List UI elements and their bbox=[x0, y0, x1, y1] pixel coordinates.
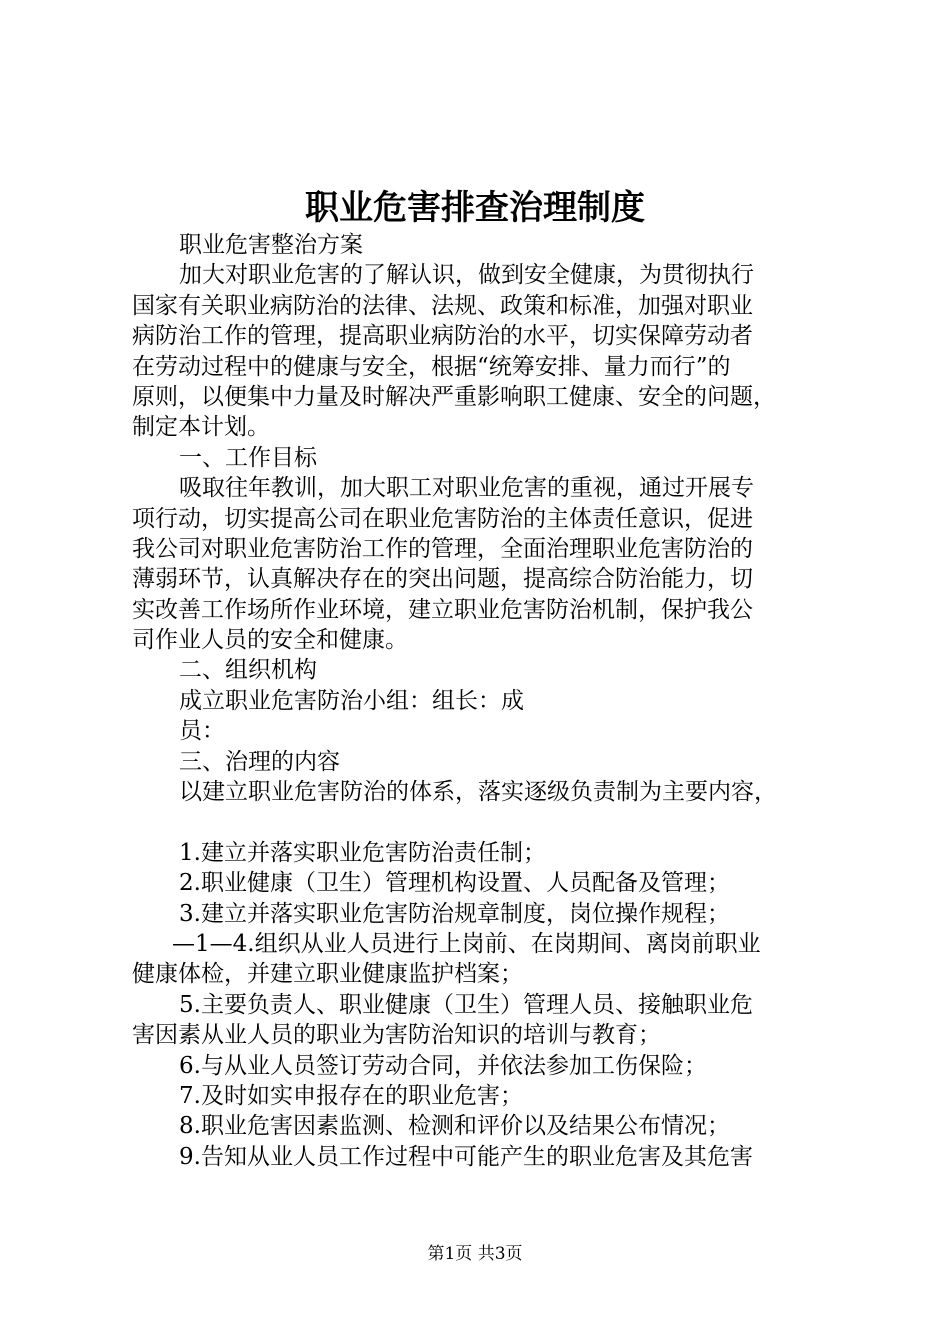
list-item: 2.职业健康（卫生）管理机构设置、人员配备及管理； bbox=[179, 870, 730, 897]
page-footer: 第1页 共3页 bbox=[427, 1244, 523, 1264]
paragraph-line: 吸取往年教训，加大职工对职业危害的重视，通过开展专 bbox=[179, 475, 754, 502]
list-item: 1.建立并落实职业危害防治责任制； bbox=[179, 839, 546, 866]
paragraph-line: 原则，以便集中力量及时解决严重影响职工健康、安全的问题， bbox=[132, 383, 776, 410]
paragraph-line: 在劳动过程中的健康与安全，根据“统筹安排、量力而行”的 bbox=[132, 353, 731, 380]
blank-line bbox=[132, 807, 832, 837]
paragraph-line: 以建立职业危害防治的体系，落实逐级负责制为主要内容， bbox=[179, 779, 777, 806]
paragraph-line: 国家有关职业病防治的法律、法规、政策和标准，加强对职业 bbox=[132, 292, 753, 319]
list-item-continuation: 害因素从业人员的职业为害防治知识的培训与教育； bbox=[132, 1022, 661, 1049]
section-heading: 二、组织机构 bbox=[179, 657, 317, 684]
list-item: —1—4.组织从业人员进行上岗前、在岗期间、离岗前职业 bbox=[172, 930, 761, 957]
section-heading: 职业危害整治方案 bbox=[179, 232, 363, 258]
paragraph-line: 员： bbox=[179, 718, 225, 745]
section-heading: 三、治理的内容 bbox=[179, 748, 340, 775]
list-item: 7.及时如实申报存在的职业危害； bbox=[179, 1082, 523, 1109]
list-item: 3.建立并落实职业危害防治规章制度，岗位操作规程； bbox=[179, 900, 730, 927]
paragraph-line: 我公司对职业危害防治工作的管理，全面治理职业危害防治的 bbox=[132, 535, 753, 562]
document-title: 职业危害排查治理制度 bbox=[305, 188, 645, 228]
paragraph-line: 制定本计划。 bbox=[132, 414, 270, 441]
paragraph-line: 司作业人员的安全和健康。 bbox=[132, 627, 408, 654]
list-item: 5.主要负责人、职业健康（卫生）管理人员、接触职业危 bbox=[179, 991, 753, 1018]
document-body bbox=[132, 230, 832, 1172]
paragraph-line: 成立职业危害防治小组：组长：成 bbox=[179, 687, 524, 714]
list-item: 8.职业危害因素监测、检测和评价以及结果公布情况； bbox=[179, 1113, 730, 1140]
section-heading: 一、工作目标 bbox=[179, 444, 317, 471]
paragraph-line: 实改善工作场所作业环境，建立职业危害防治机制，保护我公 bbox=[132, 596, 753, 623]
list-item: 9.告知从业人员工作过程中可能产生的职业危害及其危害 bbox=[179, 1143, 753, 1170]
list-item: 6.与从业人员签订劳动合同，并依法参加工伤保险； bbox=[179, 1052, 707, 1079]
paragraph-line: 项行动，切实提高公司在职业危害防治的主体责任意识，促进 bbox=[132, 505, 753, 532]
list-item-continuation: 健康体检，并建立职业健康监护档案； bbox=[132, 961, 523, 988]
paragraph-line: 薄弱环节，认真解决存在的突出问题，提高综合防治能力，切 bbox=[132, 566, 753, 593]
paragraph-line: 加大对职业危害的了解认识，做到安全健康，为贯彻执行 bbox=[179, 262, 754, 289]
paragraph-line: 病防治工作的管理，提高职业病防治的水平，切实保障劳动者 bbox=[132, 323, 753, 350]
